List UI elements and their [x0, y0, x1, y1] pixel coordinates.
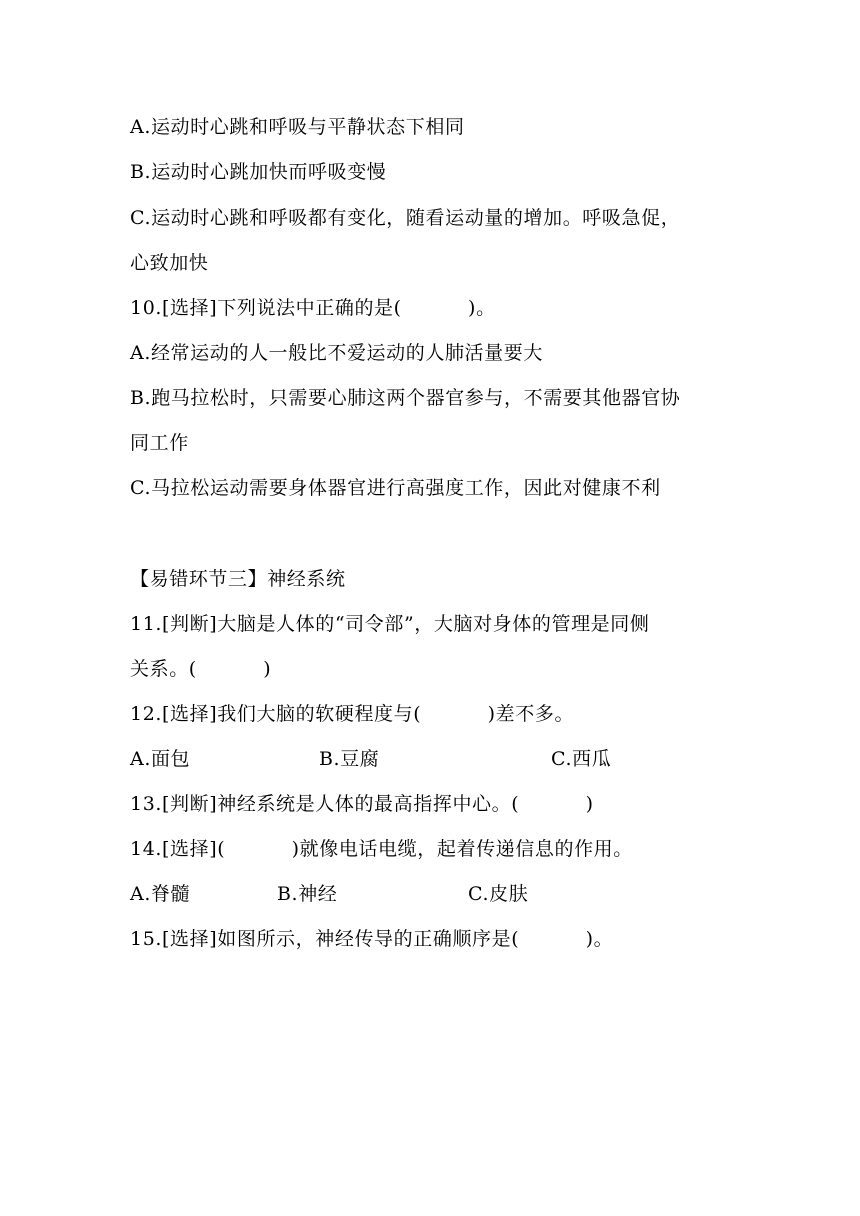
- q10-stem: 10.[选择]下列说法中正确的是( )。: [130, 297, 496, 319]
- q12-stem: 12.[选择]我们大脑的软硬程度与( )差不多。: [130, 703, 575, 725]
- q12-option-c: C.西瓜: [551, 748, 612, 770]
- section-heading: 【易错环节三】神经系统: [130, 568, 346, 590]
- q11-line2: 关系。( ): [130, 658, 272, 680]
- q10-option-a: A.经常运动的人一般比不爱运动的人肺活量要大: [130, 342, 543, 364]
- q15-stem: 15.[选择]如图所示，神经传导的正确顺序是( )。: [130, 928, 614, 950]
- q11-line1: 11.[判断]大脑是人体的“司令部”，大脑对身体的管理是同侧: [130, 613, 650, 635]
- q9-option-c-line2: 心致加快: [130, 252, 209, 274]
- q9-option-a: A.运动时心跳和呼吸与平静状态下相同: [130, 116, 465, 138]
- q12-option-b: B.豆腐: [319, 748, 380, 770]
- q14-option-c: C.皮肤: [468, 883, 529, 905]
- q10-option-b-line1: B.跑马拉松时，只需要心肺这两个器官参与，不需要其他器官协: [130, 387, 681, 409]
- q12-option-a: A.面包: [130, 748, 191, 770]
- q14-stem: 14.[选择]( )就像电话电缆，起着传递信息的作用。: [130, 838, 633, 860]
- q10-option-c: C.马拉松运动需要身体器官进行高强度工作，因此对健康不利: [130, 477, 661, 499]
- q9-option-c-line1: C.运动时心跳和呼吸都有变化，随看运动量的增加。呼吸急促，: [130, 207, 681, 229]
- q9-option-b: B.运动时心跳加快而呼吸变慢: [130, 161, 387, 183]
- q14-option-b: B.神经: [277, 883, 338, 905]
- q13-stem: 13.[判断]神经系统是人体的最高指挥中心。( ): [130, 793, 594, 815]
- q10-option-b-line2: 同工作: [130, 432, 189, 454]
- q14-option-a: A.脊髓: [130, 883, 191, 905]
